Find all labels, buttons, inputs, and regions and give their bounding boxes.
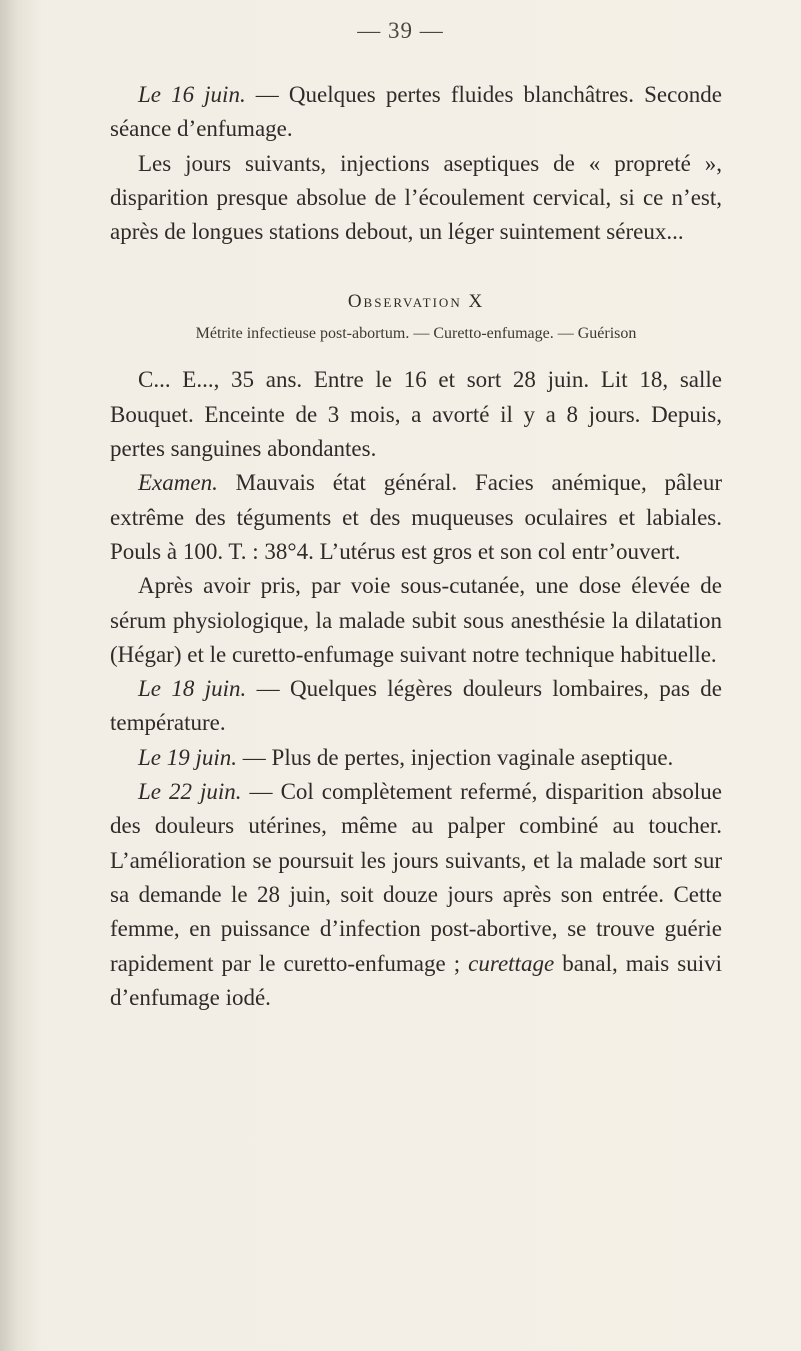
observation-title: Observation X [347,291,485,313]
paragraph-patient-intro: C... E..., 35 ans. Entre le 16 et sort 28 juin. Lit 18, salle Bouquet. Enceinte de 3 mois, a avorté il y a 8 jours. Depuis, pertes sanguines abondantes. [110,367,722,462]
paragraph-june-19: Le 19 juin. — Plus de pertes, injection vaginale aseptique. [138,744,674,770]
page-text [110,78,722,1015]
paragraph-june-16: Le 16 juin. — Quelques pertes fluides blanchâtres. Seconde séance d’enfumage. [110,82,722,142]
date-label: Le 16 juin. [138,82,246,107]
observation-subtitle: Métrite infectieuse post-abortum. — Curetto-enfumage. — Guérison [195,325,637,343]
paragraph-examen: Examen. Mauvais état général. Facies anémique, pâleur extrême des téguments et des muqueuses oculaires et labiales. Pouls à 100. T. : 38°4. L’utérus est gros et son col entr’ouvert. [110,470,722,564]
examen-label: Examen. [138,470,218,496]
paragraph-procedure: Après avoir pris, par voie sous-cutanée, une dose élevée de sérum physiologique, la malade subit sous anesthésie la dilatation (Hégar) et le curetto-enfumage suivant notre technique habituelle. [110,573,722,667]
date-label: Le 18 juin. [138,676,247,702]
paragraph-following-days: Les jours suivants, injections aseptiques de « propreté », disparition presque absolue de l’écoulement cervical, si ce n’est, après de longues stations debout, un léger suintement séreux... [110,150,722,245]
paragraph-june-18: Le 18 juin. — Quelques légères douleurs lombaires, pas de température. [110,676,722,736]
date-label: Le 19 juin. [138,744,238,770]
paragraph-june-22: Le 22 juin. — Col complètement refermé, disparition absolue des douleurs utérines, même au palper combiné au toucher. L’amélioration se poursuit les jours suivants, et la malade sort sur sa demande le 28 juin, soit douze jours après son entrée. Cette femme, en puissance d’infection post-abortive, se trouve guérie rapidement par le curetto-enfumage ; curettage banal, mais suivi d’enfumage iodé. [110,779,722,1010]
page-number: — 39 — [357,18,444,43]
curettage-term: curettage [468,950,555,976]
date-label: Le 22 juin. [138,779,242,805]
